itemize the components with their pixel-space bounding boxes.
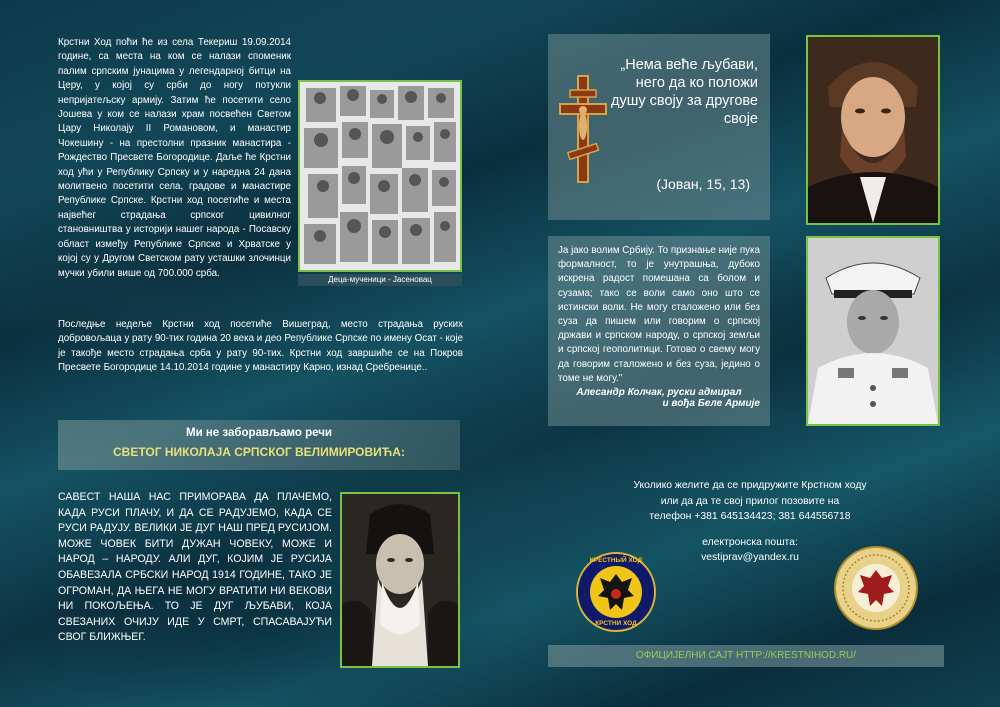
contact-email[interactable]: vestiprav@yandex.ru xyxy=(701,552,799,563)
contact-email-label: електронска пошта: xyxy=(702,536,798,548)
kolchak-image xyxy=(808,238,938,424)
velimirovic-portrait-image xyxy=(342,494,458,666)
banner-line-1: Ми не заборављамо речи xyxy=(186,427,332,439)
seal-logo xyxy=(834,546,918,630)
velimirovic-quote: САВЕСТ НАША НАС ПРИМОРАВА ДА ПЛАЧЕМО, КАДА РУСИ ПЛАЧУ, И ДА СЕ РАДУЈЕМО, КАДА СЕ РУСИ РАДУЈУ. ВЕЛИКИ ЈЕ ДУГ НАШ ПРЕД РУСИЈОМ. МОЖЕ ЧОВЕК БИТИ ДУЖАН ЧОВЕКУ, МОЖЕ И НАРОД – НАРОДУ. АЛИ ДУГ, КОЈИМ ЈЕ РУСИЈА ОБАВЕЗАЛА СРБСКИ НАРОД 1914 ГОДИНЕ, ТАКО ЈЕ ОГРОМАН, ДА ЊЕГА НЕ МОГУ ВРАТИТИ НИ ВЕКОВИ НИ ПОКОЉЕЊА. ТО ЈЕ ДУГ ЉУБАВИ, КОЈА СВЕЗАНИХ ОЧИЈУ ИДЕ У СМРТ, СПАСАВАЈУЋИ СВОГ БЛИЖЊЕГ. xyxy=(58,491,332,644)
contact-phone: телефон +381 645134423; 381 644556718 xyxy=(649,511,851,522)
intro-paragraph-2: Последње недеље Крстни ход посетиће Вишеград, место страдања руских добровољаца у рату 90-тих година 20 века и део Републике Српске по имену Осат - које је такође место страдања срба у рату 90-тих. Крстни ход завршиће се на Покров Пресвете Богородице 14.10.2014 године у манастиру Карно, изнад Сребренице.. xyxy=(58,319,463,374)
orthodox-cross-icon xyxy=(558,74,608,184)
seal-icon xyxy=(834,546,918,630)
jasenovac-children-photo xyxy=(298,80,462,272)
kolchak-author-line-1: Алесандр Колчак, руски адмирал xyxy=(576,387,742,399)
tsar-nicholas-portrait xyxy=(806,35,940,225)
gospel-quote-text: „Нема веће љубави, него да ко положи душу своју за другове своје xyxy=(611,57,758,127)
velimirovic-banner xyxy=(58,420,460,470)
kolchak-quote-text: Ја јако волим Србију. То признање није пука формалност, то је унутрашња, дубоко искрена радост помешана са болом и сузама; тако се воли само оно што се истински воли. Не могу сталожено или без суза да пишем или говорим о српској држави и српском народу, о српској земљи и српској геополитици. Готово о свему могу да говорим сталожено и без суза, једино о томе не могу." xyxy=(558,245,760,384)
velimirovic-portrait xyxy=(340,492,460,668)
photo-caption: Деца-мученици - Јасеновац xyxy=(298,274,462,286)
official-website-link[interactable]: ОФИЦИЈЕЛНИ САЈТ HTTP://KRESTNIHOD.RU/ xyxy=(548,645,944,667)
contact-line-1: Уколико желите да се придружите Крстном ходу xyxy=(633,480,867,491)
gospel-quote-reference: (Јован, 15, 13) xyxy=(656,176,750,192)
logo-top-text: КРЕСТНЫЙ ХОД xyxy=(589,557,643,564)
logo-bottom-text: КРСТНИ ХОД xyxy=(595,620,637,627)
banner-line-2: СВЕТОГ НИКОЛАЈА СРПСКОГ ВЕЛИМИРОВИЋА: xyxy=(113,445,405,459)
tsar-nicholas-image xyxy=(808,37,938,223)
kolchak-portrait xyxy=(806,236,940,426)
children-photo-collage xyxy=(300,82,460,270)
kolchak-author-line-2: и вођа Беле Армије xyxy=(662,398,760,410)
krestny-hod-logo xyxy=(576,552,656,632)
gospel-quote-panel xyxy=(548,34,770,220)
contact-line-2: или да да те свој прилог позовите на xyxy=(660,495,840,507)
kolchak-quote-panel xyxy=(548,236,770,426)
intro-paragraph-1-text: Крстни Ход поћи ће из села Текериш 19.09.2014 године, са места на ком се налази споменик палим српским јунацима у легендарној битци на Церу, у којој су срби до ногу потукли непријатељску армију. Затим ће посетити село Јошева у ком се налази храм посвећен Светом Цару Николају II Романовом, и манастир Чокешину - на престолни празник манастира - Рождество Пресвете Богородице. Даље ће Крстни ход ући у Републику Српску и у наредна 24 дана молитвено посетити села, градове и манастире Републике Српске. Крстни ход посетиће и места највећег страдања српског цивилног становништва у историји нашег народа - Посавску област између Републике Српске и Хрватске у којој су у Другом Светском рату усташки злочинци мучки убили више од 700.000 срба. xyxy=(58,37,291,279)
